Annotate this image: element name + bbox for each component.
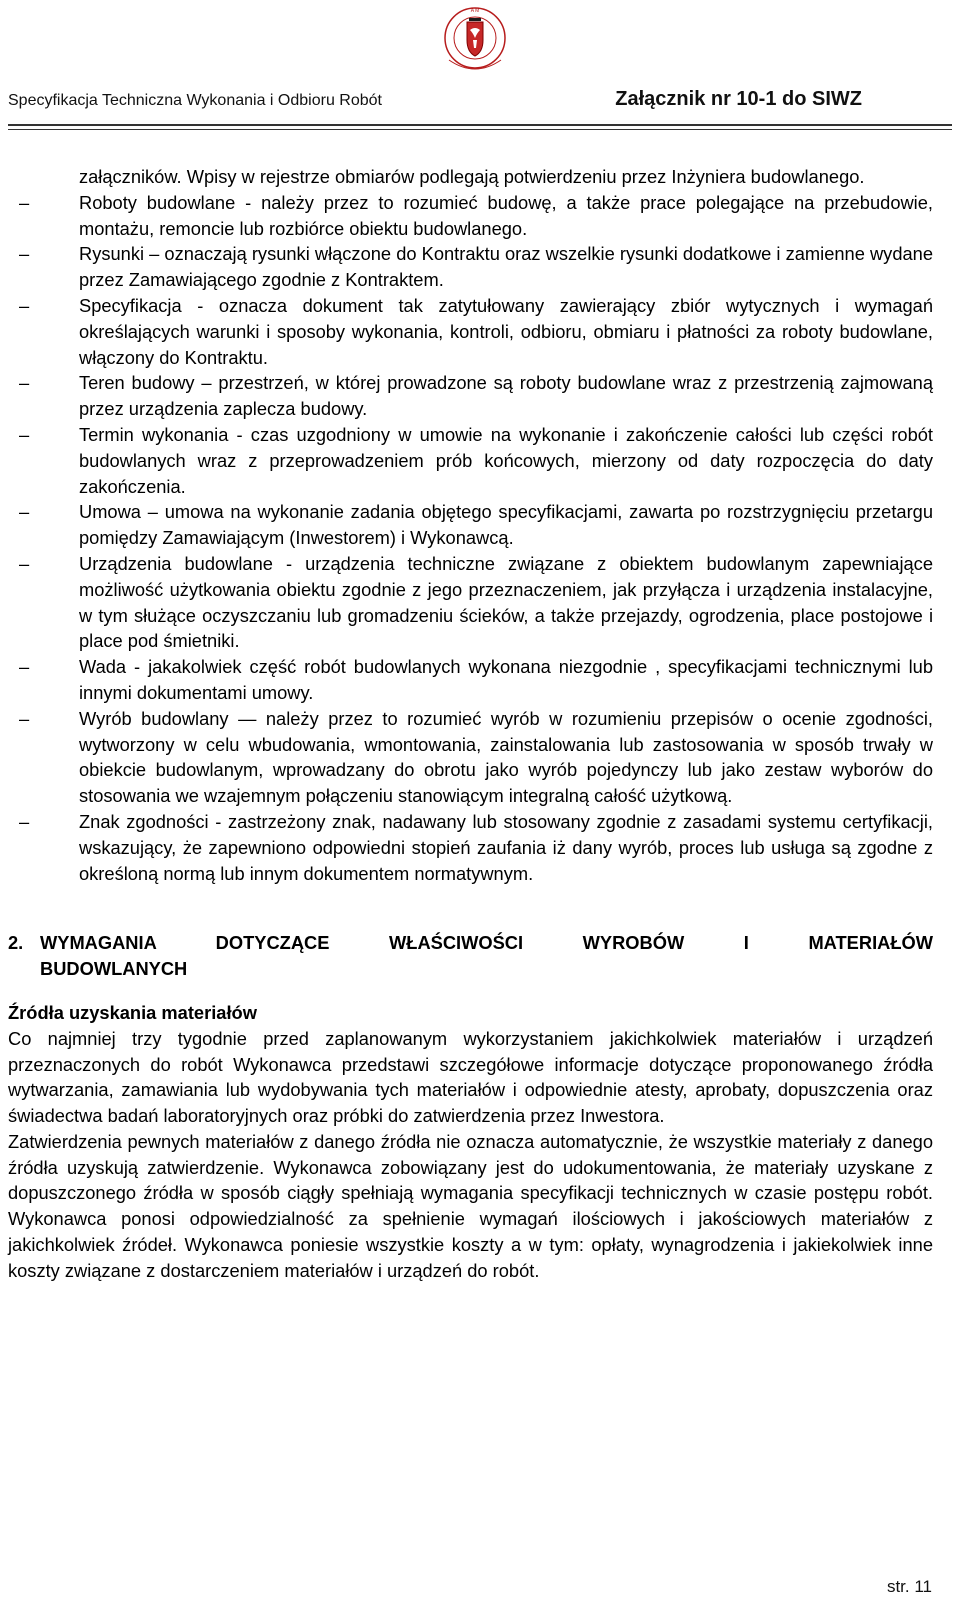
definition-text: Znak zgodności - zastrzeżony znak, nadawany lub stosowany zgodnie z zasadami systemu certyfikacji, wskazujący, że zapewniono odpowiedni stopień zaufania iż dany wyrób, proces lub usługa są zgodne z określoną normą lub innym dokumentem normatywnym. bbox=[79, 810, 933, 884]
continuation-paragraph: załączników. Wpisy w rejestrze obmiarów podlegają potwierdzeniu przez Inżyniera budowlanego. bbox=[79, 166, 865, 187]
bullet-dash: – bbox=[19, 372, 30, 394]
header-attachment-label: Załącznik nr 10-1 do SIWZ bbox=[615, 88, 862, 110]
definition-item bbox=[19, 293, 933, 370]
bullet-dash: – bbox=[19, 552, 30, 574]
section-title-line1: WYMAGANIA DOTYCZĄCE WŁAŚCIWOŚCI WYROBÓW I MATERIAŁÓW bbox=[40, 932, 933, 954]
bullet-dash: – bbox=[19, 243, 30, 265]
definition-item bbox=[19, 809, 933, 886]
document-body bbox=[0, 164, 960, 1284]
bullet-dash: – bbox=[19, 423, 30, 445]
page-header bbox=[0, 0, 960, 135]
subsection-heading: Źródła uzyskania materiałów bbox=[8, 1001, 257, 1023]
definition-text: Wyrób budowlany — należy przez to rozumieć wyrób w rozumieniu przepisów o ocenie zgodności, wytworzony w celu wbudowania, wmontowania, zainstalowania lub zastosowania w sposób trwały w obiekcie budowlanym, wprowadzany do obrotu jako wyrób pojedynczy lub jako zestaw wyborów do stosowania we wzajemnym połączeniu stanowiącym integralną całość użytkową. bbox=[79, 707, 933, 807]
definition-text: Urządzenia budowlane - urządzenia techniczne związane z obiektem budowlanym zapewniające możliwość użytkowania obiektu zgodnie z jego przeznaczeniem, jak przyłącza i urządzenia instalacyjne, w tym służące oczyszczaniu lub gromadzeniu ścieków, a także przejazdy, ogrodzenia, place postojowe i place pod śmietniki. bbox=[79, 552, 933, 652]
definition-text: Umowa – umowa na wykonanie zadania objętego specyfikacjami, zawarta po rozstrzygnięciu przetargu pomiędzy Zamawiającym (Inwestorem) i Wykonawcą. bbox=[79, 501, 933, 549]
definition-item bbox=[19, 422, 933, 499]
bullet-dash: – bbox=[19, 501, 30, 523]
bullet-dash: – bbox=[19, 294, 30, 316]
definition-text: Wada - jakakolwiek część robót budowlanych wykonana niezgodnie , specyfikacjami technicznymi lub innymi dokumentami umowy. bbox=[79, 656, 933, 703]
body-paragraph: Zatwierdzenia pewnych materiałów z danego źródła nie oznacza automatycznie, że wszystkie materiały z danego źródła uzyskują zatwierdzenie. Wykonawca zobowiązany jest do udokumentowania, że materiały uzyskane z dopuszczonego źródła w sposób ciągły spełniają wymagania specyfikacji technicznych w czasie postępu robót. Wykonawca ponosi odpowiedzialność za spełnienie wymagań ilościowych i jakościowych materiałów z jakichkolwiek źródeł. Wykonawca poniesie wszystkie koszty a w tym: opłaty, wynagrodzenia i jakiekolwiek inne koszty związane z dostarczeniem materiałów i urządzeń do robót. bbox=[8, 1130, 933, 1281]
header-rule bbox=[8, 124, 952, 126]
header-rule-thin bbox=[8, 129, 952, 130]
definition-item bbox=[19, 190, 933, 242]
definition-text: Rysunki – oznaczają rysunki włączone do Kontraktu oraz wszelkie rysunki dodatkowe i zamienne wydane przez Zamawiającego zgodnie z Kontraktem. bbox=[79, 243, 933, 291]
page-number: str. 11 bbox=[886, 1577, 932, 1596]
definition-text: Specyfikacja - oznacza dokument tak zatytułowany zawierający zbiór wytycznych i wymagań określających warunki i sposoby wykonania, kontroli, odbioru, obmiaru i płatności za roboty budowlane, włączony do Kontraktu. bbox=[79, 294, 933, 368]
body-paragraph: Co najmniej trzy tygodnie przed zaplanowanym wykorzystaniem jakichkolwiek materiałów i urządzeń przeznaczonych do robót Wykonawca przedstawi szczegółowe informacje dotyczące proponowanego źródła wytwarzania, zamawiania lub wydobywania tych materiałów i odpowiednie atesty, aprobaty, dopuszczenia oraz świadectwa badań laboratoryjnych oraz próbki do zatwierdzenia przez Inwestora. bbox=[8, 1027, 933, 1127]
definition-item bbox=[19, 706, 933, 809]
definition-text: Teren budowy – przestrzeń, w której prowadzone są roboty budowlane wraz z przestrzenią zajmowaną przez urządzenia zaplecza budowy. bbox=[79, 372, 933, 420]
definition-item bbox=[19, 370, 933, 422]
bullet-dash: – bbox=[19, 810, 30, 832]
section-number: 2. bbox=[8, 932, 24, 954]
academy-logo bbox=[443, 0, 507, 80]
definition-text: Termin wykonania - czas uzgodniony w umowie na wykonanie i zakończenie całości lub części robót budowlanych wraz z przeprowadzeniem prób końcowych, mierzony od daty rozpoczęcia do daty zakończenia. bbox=[79, 423, 933, 497]
definition-item bbox=[19, 551, 933, 654]
definition-item bbox=[19, 241, 933, 293]
svg-text:A M: A M bbox=[470, 8, 480, 14]
definitions-list bbox=[0, 190, 960, 887]
definition-item bbox=[19, 499, 933, 551]
section-heading bbox=[8, 930, 933, 982]
definition-item bbox=[19, 654, 933, 706]
header-document-title: Specyfikacja Techniczna Wykonania i Odbioru Robót bbox=[8, 92, 382, 109]
bullet-dash: – bbox=[19, 656, 30, 678]
section-title-line2: BUDOWLANYCH bbox=[40, 958, 188, 980]
bullet-dash: – bbox=[19, 707, 30, 729]
definition-text: Roboty budowlane - należy przez to rozumieć budowę, a także prace polegające na przebudowie, montażu, remoncie lub rozbiórce obiektu budowlanego. bbox=[79, 191, 933, 239]
bullet-dash: – bbox=[19, 191, 30, 213]
